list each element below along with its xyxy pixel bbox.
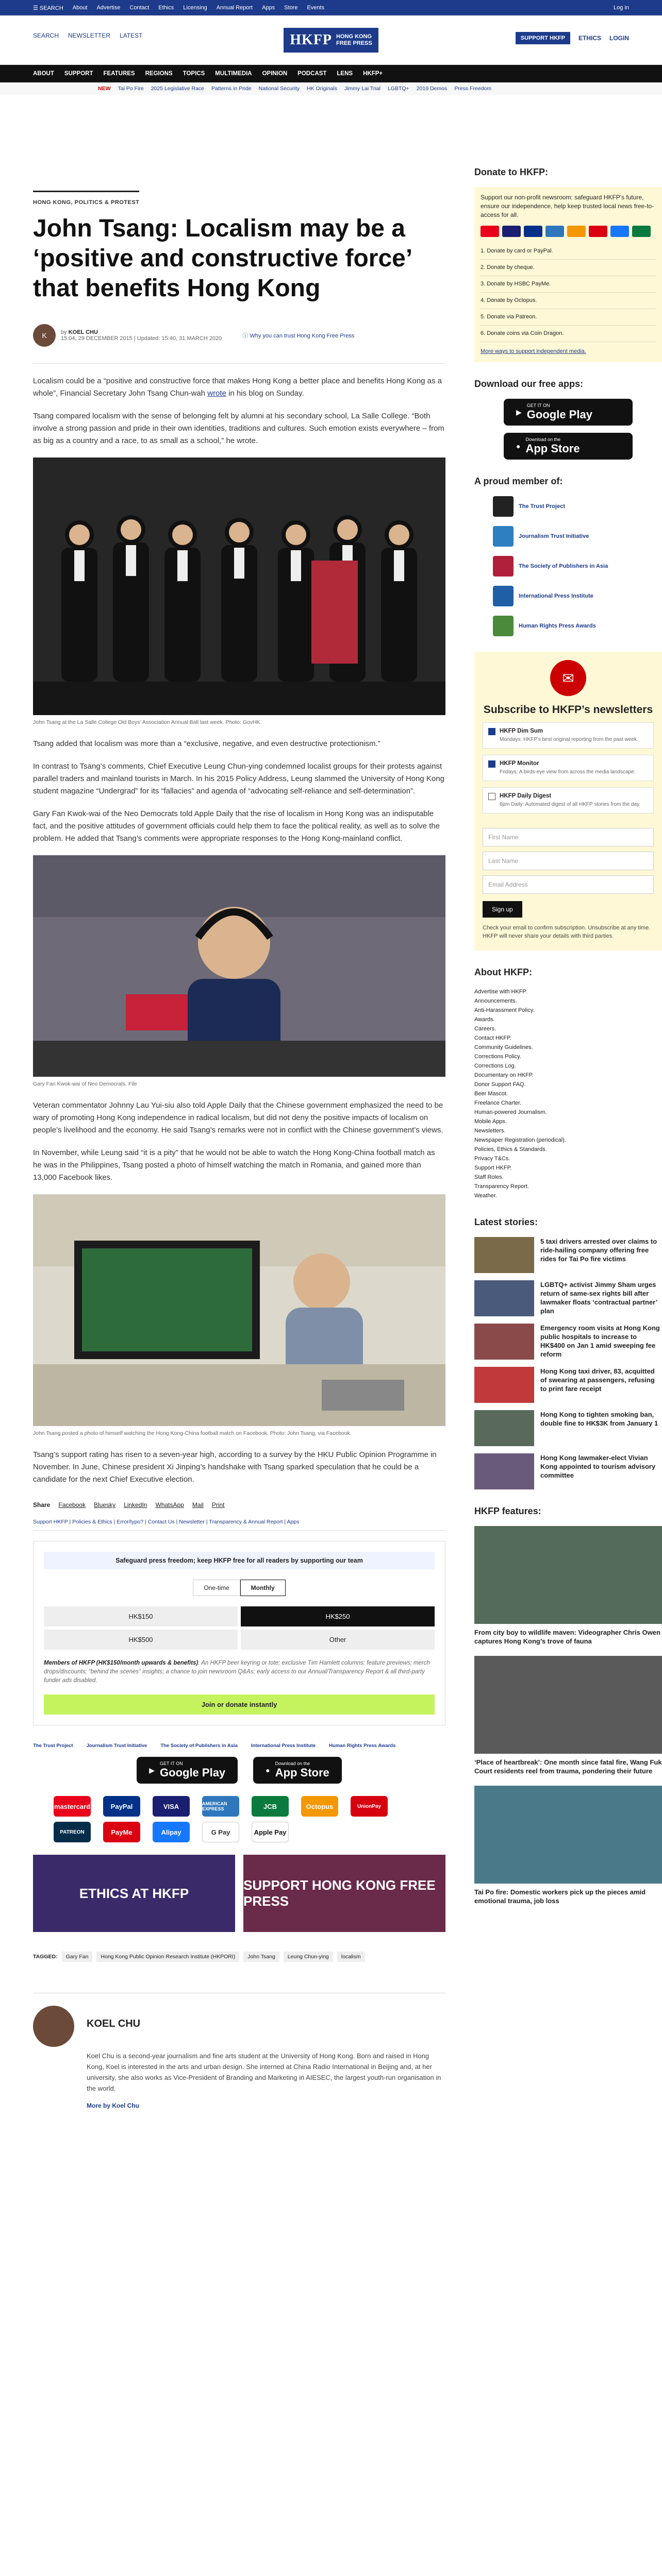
signup-button[interactable]: Sign up (483, 901, 522, 918)
football-photo[interactable] (33, 1194, 445, 1426)
donate-options (481, 243, 656, 342)
amex-icon (545, 226, 564, 237)
about-link[interactable]: Human-powered Journalism. (474, 1109, 547, 1115)
about-link[interactable]: Corrections Policy. (474, 1054, 521, 1060)
article-main (33, 95, 445, 2109)
latest-title: Latest stories: (474, 1217, 538, 1227)
amount-option-selected[interactable]: HK$250 (241, 1606, 435, 1626)
newsletter-option-text (500, 760, 635, 775)
option-title: HKFP Dim Sum (500, 728, 543, 734)
about-link[interactable]: Announcements. (474, 998, 517, 1004)
features-box (474, 1506, 662, 1905)
frequency-toggle (44, 1580, 435, 1596)
share-mail[interactable]: Mail (192, 1501, 204, 1509)
spa-icon (493, 556, 514, 577)
by-label: by (61, 329, 67, 335)
option-desc: Fridays: A birds-eye view from across the media landscape. (500, 769, 636, 775)
support-banner[interactable]: SUPPORT HONG KONG FREE PRESS (243, 1855, 445, 1932)
apple-icon: ● (516, 442, 521, 450)
apple-pay-logo: Apple Pay (252, 1822, 289, 1842)
last-name-field[interactable]: Last Name (483, 852, 654, 870)
byline-text (61, 329, 222, 342)
paypal-icon (524, 226, 542, 237)
visa-icon (502, 226, 521, 237)
nav-features[interactable]: FEATURES (103, 71, 135, 77)
author-box-text (87, 2006, 445, 2109)
about-link[interactable]: Transparency Report. (474, 1183, 529, 1190)
paragraph: In contrast to Tsang’s comments, Chief Executive Leung Chun-ying condemned localist groups for their protests against parallel traders and mainland tourists in March. In his 2015 Policy Address, Leung slammed the University of Hong Kong student magazine “Undergrad” for its “fallacies” and agenda of “advocating self-reliance and self-determination”. (33, 762, 444, 795)
header-ethics-link[interactable]: ETHICS (578, 35, 601, 42)
newsletter-signup (474, 652, 662, 951)
paragraph: Tsang compared localism with the sense of belonging felt by alumni at his secondary school, La Salle College. “Both involve a strong passion and pride in their own identities, traditions and cultures. Such emotion exists everywhere – from as big as a country and a race, to as small as a school,” he wrote. (33, 412, 444, 445)
google-play-text (160, 1761, 225, 1780)
ipi-label: International Press Institute (519, 593, 593, 599)
nav-hkfp-plus[interactable]: HKFP+ (363, 71, 383, 77)
header-search-link[interactable]: SEARCH (33, 32, 59, 39)
latest-story[interactable] (474, 1410, 662, 1446)
photo-caption: Gary Fan Kwok-wai of Neo Democrats. File (33, 1081, 137, 1087)
about-link[interactable]: Beer Mascot. (474, 1091, 508, 1097)
trending-item[interactable]: LGBTQ+ (387, 86, 409, 92)
top-utility-bar (0, 0, 662, 15)
feature-item[interactable] (474, 1786, 662, 1905)
spa-badge[interactable] (493, 556, 662, 577)
header-left-links (33, 32, 143, 39)
amount-option[interactable]: HK$150 (44, 1606, 238, 1626)
p1-text-b: in his blog on Sunday. (226, 389, 304, 398)
about-link[interactable]: Donor Support FAQ. (474, 1081, 526, 1088)
search-label: SEARCH (39, 5, 63, 11)
trust-project-icon (493, 496, 514, 517)
jcb-icon (632, 226, 651, 237)
about-link[interactable]: About (72, 5, 88, 11)
story-thumbnail (474, 1367, 534, 1403)
promo-banners (33, 1855, 445, 1932)
join-donate-button[interactable]: Join or donate instantly (44, 1694, 435, 1715)
newsletter-option[interactable] (483, 722, 654, 749)
trending-item[interactable]: 2025 Legislative Race (151, 86, 205, 92)
tag[interactable]: Gary Fan (62, 1952, 93, 1962)
app-store-buttons (33, 1757, 445, 1784)
logo-line-1: HONG KONG (336, 33, 372, 40)
trending-item[interactable]: Press Freedom (454, 86, 492, 92)
latest-story[interactable] (474, 1280, 662, 1316)
donate-headline: Safeguard press freedom; keep HKFP free for all readers by supporting our team (44, 1552, 435, 1569)
trending-item[interactable]: 2019 Demos (416, 86, 448, 92)
feature-item[interactable] (474, 1526, 662, 1646)
app-store-small: Download on the (275, 1761, 310, 1766)
header-right-links (516, 32, 629, 44)
latest-story[interactable] (474, 1237, 662, 1273)
header-latest-link[interactable]: LATEST (120, 32, 143, 39)
feature-title: ‘Place of heartbreak’: One month since fatal fire, Wang Fuk Court residents reel from trauma, pondering their future (474, 1758, 662, 1775)
trending-item[interactable]: HK Originals (307, 86, 337, 92)
sidebar-gp-label: Google Play (526, 408, 592, 421)
share-label: Share (33, 1501, 51, 1509)
hrpa-icon (493, 616, 514, 636)
paragraph: In November, while Leung said “it is a pity” that he would not be able to watch the Hong Kong-China football match as he was in the Philippines, Tsang posted a photo of himself watching the match in Romania, and gained more than 13,000 Facebook likes. (33, 1148, 435, 1182)
trust-project-logo[interactable]: The Trust Project (33, 1743, 73, 1749)
byline (33, 324, 445, 347)
about-link[interactable]: Contact HKFP. (474, 1035, 511, 1041)
members-heading: Members of HKFP (HK$150/month upwards & benefits) (44, 1660, 198, 1666)
about-link[interactable]: Privacy T&Cs. (474, 1156, 510, 1162)
payme-icon (589, 226, 607, 237)
about-link[interactable]: Careers. (474, 1026, 496, 1032)
header-login-link[interactable]: LOGIN (609, 35, 629, 42)
author-box-avatar[interactable] (33, 2006, 74, 2047)
nav-topics[interactable]: TOPICS (183, 71, 205, 77)
donate-option[interactable]: 3. Donate by HSBC PayMe. (481, 276, 656, 293)
hrpa-label: Human Rights Press Awards (519, 623, 596, 629)
members-text: : An HKFP beer keyring or tote; exclusive Tim Hamlett columns; feature previews; merch drops/discounts; “behind the scenes” insights; a chance to join newsroom Q&As; early access to our Annual/Transparency Report & all third-party funder ads disabled. (44, 1660, 430, 1684)
donate-title: Donate to HKFP: (474, 167, 548, 177)
gary-fan-illustration (33, 855, 445, 1077)
tag[interactable]: localism (337, 1952, 365, 1962)
story-title: 5 taxi drivers arrested over claims to ride-hailing company offering free rides for Tai Po fire victims (540, 1238, 657, 1263)
updated-date: Updated: 15:40, 31 MARCH 2020 (137, 335, 222, 342)
author-avatar[interactable]: K (33, 324, 56, 347)
sidebar-as-small: Download on the (525, 437, 561, 442)
sidebar-gp-small: GET IT ON (526, 403, 550, 408)
logo-wordmark: HKFP (290, 31, 333, 48)
sidebar-app-store-button[interactable] (504, 433, 633, 460)
sidebar-google-play-button[interactable] (504, 399, 633, 426)
publish-date: 15:04, 29 DECEMBER 2015 (61, 335, 133, 342)
donate-widget (33, 1541, 445, 1725)
checkbox-checked[interactable] (488, 728, 495, 735)
support-hkfp-button[interactable]: SUPPORT HKFP (516, 32, 570, 44)
members-benefits (44, 1659, 435, 1685)
monthly-tab[interactable]: Monthly (240, 1580, 286, 1596)
trending-item[interactable]: Patterns in Pride (211, 86, 252, 92)
annual-report-link[interactable]: Annual Report (216, 5, 253, 11)
newsletter-option[interactable] (483, 755, 654, 781)
story-thumbnail (474, 1324, 534, 1360)
story-title: Hong Kong taxi driver, 83, acquitted of swearing at passengers, refusing to print fare receipt (540, 1367, 655, 1393)
gary-fan-photo[interactable] (33, 855, 445, 1077)
amex-logo: AMERICAN EXPRESS (202, 1796, 239, 1817)
group-photo-illustration (33, 457, 445, 715)
about-box (474, 967, 662, 1200)
newsletter-option[interactable] (483, 787, 654, 814)
amount-option[interactable]: HK$500 (44, 1630, 238, 1650)
sidebar-google-play-text (527, 403, 592, 421)
about-link[interactable]: Freelance Charter. (474, 1100, 522, 1106)
nav-about[interactable]: ABOUT (33, 71, 54, 77)
tagged-label: TAGGED: (33, 1954, 58, 1960)
author-bio: Koel Chu is a second-year journalism and fine arts student at the University of Hong Kong. Born and raised in Hong Kong, Koel is interested in the arts and urban design. She interned at China Radio International in Beijing and, at her university, she also works as Vice-President of Branding and Marketing in AIESEC, the largest youth-run organisation in the world. (87, 2052, 441, 2092)
octopus-logo: Octopus (301, 1796, 338, 1817)
google-pay-logo: G Pay (202, 1822, 239, 1842)
store-link[interactable]: Store (284, 5, 298, 11)
more-ways-link[interactable]: More ways to support independent media. (481, 348, 586, 354)
newsletter-option-text (500, 793, 640, 808)
trending-item[interactable]: National Security (258, 86, 300, 92)
paragraph: Tsang’s support rating has risen to a seven-year high, according to a survey by the HKU Public Opinion Programme in November. In June, Chinese president Xi Jinping’s handshake with Tsang sparked speculation that he could be a candidate for the next Chief Executive election. (33, 1450, 437, 1484)
tag[interactable]: John Tsang (243, 1952, 279, 1962)
jti-label: Journalism Trust Initiative (519, 533, 589, 539)
trending-bar (0, 82, 662, 95)
feature-item[interactable] (474, 1656, 662, 1775)
page-container (0, 95, 662, 2109)
feature-image (474, 1526, 662, 1624)
trending-item[interactable]: Tai Po Fire (118, 86, 144, 92)
policy-links[interactable]: Support HKFP | Policies & Ethics | Error/typo? | Contact Us | Newsletter | Transparency & Annual Report | Apps (33, 1519, 445, 1531)
trending-label: NEW (98, 86, 111, 92)
email-field[interactable]: Email Address (483, 875, 654, 894)
feature-image (474, 1786, 662, 1884)
option-title: HKFP Monitor (500, 760, 539, 767)
app-store-button[interactable] (253, 1757, 342, 1784)
ipi-badge[interactable] (493, 586, 662, 606)
share-facebook[interactable]: Facebook (58, 1501, 86, 1509)
site-logo[interactable] (284, 28, 378, 53)
alipay-logo: Alipay (153, 1822, 190, 1842)
nav-support[interactable]: SUPPORT (64, 71, 93, 77)
option-desc: Mondays: HKFP's best original reporting from the past week. (500, 737, 638, 742)
about-link[interactable]: Policies, Ethics & Standards. (474, 1146, 547, 1153)
hrpa-badge[interactable] (493, 616, 662, 636)
member-box (474, 476, 662, 636)
apps-link[interactable]: Apps (262, 5, 275, 11)
patreon-logo: PATREON (54, 1822, 91, 1842)
share-whatsapp[interactable]: WhatsApp (155, 1501, 184, 1509)
payme-logo: PayMe (103, 1822, 140, 1842)
tag-list (33, 1952, 445, 1962)
about-link[interactable]: Anti-Harassment Policy. (474, 1007, 535, 1013)
about-link[interactable]: Corrections Log. (474, 1063, 516, 1069)
author-box-name[interactable]: KOEL CHU (87, 2018, 141, 2029)
licensing-link[interactable]: Licensing (183, 5, 207, 11)
article-category[interactable]: HONG KONG, POLITICS & PROTEST (33, 191, 139, 206)
events-link[interactable]: Events (307, 5, 325, 11)
ethics-banner[interactable]: ETHICS AT HKFP (33, 1855, 235, 1932)
google-play-button[interactable] (137, 1757, 238, 1784)
donate-option[interactable]: 2. Donate by cheque. (481, 260, 656, 276)
nav-podcast[interactable]: PODCAST (297, 71, 327, 77)
trust-project-badge[interactable] (493, 496, 662, 517)
payment-methods (54, 1796, 425, 1842)
share-bar (33, 1501, 445, 1509)
feature-title: From city boy to wildlife maven: Videographer Chris Owen captures Hong Kong’s trove of fauna (474, 1629, 660, 1645)
one-time-tab[interactable]: One-time (193, 1580, 240, 1596)
story-thumbnail (474, 1280, 534, 1316)
about-link[interactable]: Community Guidelines. (474, 1044, 533, 1050)
sidebar (474, 95, 662, 2109)
story-title: Hong Kong lawmaker-elect Vivian Kong appointed to tourism advisory committee (540, 1454, 656, 1479)
share-bluesky[interactable]: Bluesky (94, 1501, 116, 1509)
author-name-link[interactable]: KOEL CHU (68, 329, 98, 335)
about-link[interactable]: Newspaper Registration (periodical). (474, 1137, 566, 1143)
spa-label: The Society of Publishers in Asia (519, 563, 608, 569)
more-by-author-link[interactable]: More by Koel Chu (87, 2102, 140, 2109)
option-desc: 6pm Daily: Automated digest of all HKFP stories from the day. (500, 802, 641, 807)
ethics-link[interactable]: Ethics (158, 5, 174, 11)
visa-logo: VISA (153, 1796, 190, 1817)
group-photo[interactable] (33, 457, 445, 715)
trust-hkfp-link[interactable] (242, 331, 354, 340)
about-title: About HKFP: (474, 967, 532, 977)
header-newsletter-link[interactable]: NEWSLETTER (68, 32, 111, 39)
first-name-field[interactable]: First Name (483, 828, 654, 846)
spa-logo[interactable]: The Society of Publishers in Asia (160, 1743, 238, 1749)
about-link[interactable]: Advertise with HKFP. (474, 989, 527, 995)
story-title: LGBTQ+ activist Jimmy Sham urges return of same-sex rights bill after lawmaker floats ‘contractual partner’ plan (540, 1281, 657, 1315)
latest-story[interactable] (474, 1324, 662, 1360)
google-play-small: GET IT ON (160, 1761, 183, 1766)
apple-icon: ● (266, 1766, 270, 1774)
trending-item[interactable]: Jimmy Lai Trial (344, 86, 380, 92)
sidebar-as-label: App Store (525, 442, 580, 455)
checkbox[interactable] (488, 793, 495, 800)
tag[interactable]: Hong Kong Public Opinion Research Institute (HKPORI) (96, 1952, 239, 1962)
search-link[interactable]: ☰ SEARCH (33, 5, 63, 11)
about-link[interactable]: Staff Roles. (474, 1174, 504, 1180)
google-play-icon: ▶ (516, 408, 522, 416)
donate-text: Support our non-profit newsroom: safeguard HKFP's future, ensure our independence, help keep trusted local news free-to-access for all. (481, 194, 654, 218)
nav-multimedia[interactable]: MULTIMEDIA (215, 71, 252, 77)
amount-options (44, 1606, 435, 1650)
trust-logos (33, 1743, 445, 1749)
share-print[interactable]: Print (211, 1501, 225, 1509)
apps-title: Download our free apps: (474, 379, 584, 389)
story-title: Hong Kong to tighten smoking ban, double fine to HK$3K from January 1 (540, 1411, 658, 1427)
about-link[interactable]: Support HKFP. (474, 1165, 512, 1171)
football-illustration (33, 1194, 445, 1426)
feature-title: Tai Po fire: Domestic workers pick up the pieces amid emotional trauma, job loss (474, 1888, 646, 1905)
about-link[interactable]: Newsletters. (474, 1128, 506, 1134)
jcb-logo: JCB (252, 1796, 289, 1817)
paragraph: Gary Fan Kwok-wai of the Neo Democrats told Apple Daily that the rise of localism in Hong Kong was an indisputable fact, and the positive attitudes of government officials could help them to face the political reality, as well as to solve the problem. He added that Tsang’s comments were appropriate responses to the Hong Kong-mainland conflict. (33, 809, 440, 843)
article-title: John Tsang: Localism may be a ‘positive and constructive force’ that benefits Hong Kong (33, 215, 411, 302)
jti-badge[interactable] (493, 526, 662, 547)
logo-line-2: FREE PRESS (336, 40, 372, 46)
logo-subtitle (336, 33, 372, 47)
trust-hkfp-label: Why you can trust Hong Kong Free Press (250, 333, 355, 339)
byline-author-row (61, 329, 222, 335)
newsletter-note: Check your email to confirm subscription. Unsubscribe at any time. HKFP will never share your details with third parties. (483, 925, 651, 939)
payment-icons (481, 226, 656, 237)
ipi-icon (493, 586, 514, 606)
donate-option[interactable]: 4. Donate by Octopus. (481, 293, 656, 309)
unionpay-logo: UnionPay (351, 1796, 388, 1817)
sidebar-app-store-text (525, 437, 580, 455)
photo-caption: John Tsang at the La Salle College Old Boys’ Association Annual Ball last week. Photo: GovHK. (33, 719, 262, 725)
wrote-link[interactable]: wrote (207, 389, 226, 398)
donate-option[interactable]: 1. Donate by card or PayPal. (481, 243, 656, 260)
p1-text-a: Localism could be a “positive and constructive force that makes Hong Kong a better place and benefits Hong Kong as a whole”, Financial Secretary John Tsang Chun-wah (33, 377, 442, 398)
jti-icon (493, 526, 514, 547)
newsletter-title: Subscribe to HKFP’s newsletters (483, 704, 653, 716)
about-link[interactable]: Documentary on HKFP. (474, 1072, 534, 1078)
tag[interactable]: Leung Chun-ying (284, 1952, 333, 1962)
option-title: HKFP Daily Digest (500, 793, 552, 799)
apps-box (474, 379, 662, 460)
feature-image (474, 1656, 662, 1754)
paragraph: Tsang added that localism was more than a “exclusive, negative, and even destructive protectionism.” (33, 739, 380, 748)
google-play-label: Google Play (160, 1766, 226, 1779)
story-title: Emergency room visits at Hong Kong public hospitals to increase to HK$400 on Jan 1 amid sweeping fee reform (540, 1324, 660, 1358)
trust-project-label: The Trust Project (519, 503, 565, 510)
nav-opinion[interactable]: OPINION (262, 71, 288, 77)
sidebar-donate-box (474, 187, 662, 362)
newsletter-option-text (500, 728, 638, 743)
story-thumbnail (474, 1410, 534, 1446)
site-header (0, 15, 662, 65)
hrpa-logo[interactable]: Human Rights Press Awards (329, 1743, 396, 1749)
jti-logo[interactable]: Journalism Trust Initiative (86, 1743, 147, 1749)
about-link[interactable]: Weather. (474, 1193, 497, 1199)
app-store-label: App Store (275, 1766, 329, 1779)
latest-story[interactable] (474, 1367, 662, 1403)
byline-dates: 15:04, 29 DECEMBER 2015 | Updated: 15:40, 31 MARCH 2020 (61, 335, 222, 342)
app-store-text (275, 1761, 329, 1780)
alipay-icon (610, 226, 629, 237)
octopus-icon (567, 226, 586, 237)
ipi-logo[interactable]: International Press Institute (251, 1743, 316, 1749)
contact-link[interactable]: Contact (129, 5, 150, 11)
mail-icon: ✉ (550, 660, 586, 696)
mastercard-icon (481, 226, 499, 237)
about-link[interactable]: Mobile Apps. (474, 1118, 507, 1125)
donate-option[interactable]: 6. Donate coins via Coin Dragon. (481, 326, 656, 342)
story-thumbnail (474, 1453, 534, 1489)
story-thumbnail (474, 1237, 534, 1273)
member-title: A proud member of: (474, 476, 563, 486)
google-play-icon: ▶ (149, 1766, 155, 1774)
mastercard-logo: mastercard (54, 1796, 91, 1817)
donate-option[interactable]: 5. Donate via Patreon. (481, 309, 656, 326)
share-linkedin[interactable]: LinkedIn (124, 1501, 147, 1509)
paypal-logo: PayPal (103, 1796, 140, 1817)
latest-stories (474, 1217, 662, 1489)
latest-story[interactable] (474, 1453, 662, 1489)
about-link[interactable]: Awards. (474, 1016, 495, 1023)
info-icon: ⓘ (242, 333, 249, 339)
advertise-link[interactable]: Advertise (96, 5, 121, 11)
features-title: HKFP features: (474, 1506, 541, 1516)
nav-regions[interactable]: REGIONS (145, 71, 173, 77)
main-nav (0, 65, 662, 82)
paragraph (33, 375, 445, 400)
divider (33, 363, 445, 364)
author-box (33, 1993, 445, 2109)
amount-option-other[interactable]: Other (241, 1630, 435, 1650)
photo-caption: John Tsang posted a photo of himself watching the Hong Kong-China football match on Facebook. Photo: John Tsang, via Facebook. (33, 1430, 352, 1436)
nav-lens[interactable]: LENS (337, 71, 353, 77)
login-link[interactable]: Log in (614, 5, 629, 11)
paragraph: Veteran commentator Johnny Lau Yui-siu also told Apple Daily that the Chinese government emphasized the need to be wary of promoting Hong Kong independence in radical localism, but did not deny the positive impacts of localism on people’s livelihood and the economy. He said Tsang’s remarks were not in conflict with the Chinese government’s views. (33, 1101, 443, 1134)
checkbox-checked[interactable] (488, 760, 495, 768)
